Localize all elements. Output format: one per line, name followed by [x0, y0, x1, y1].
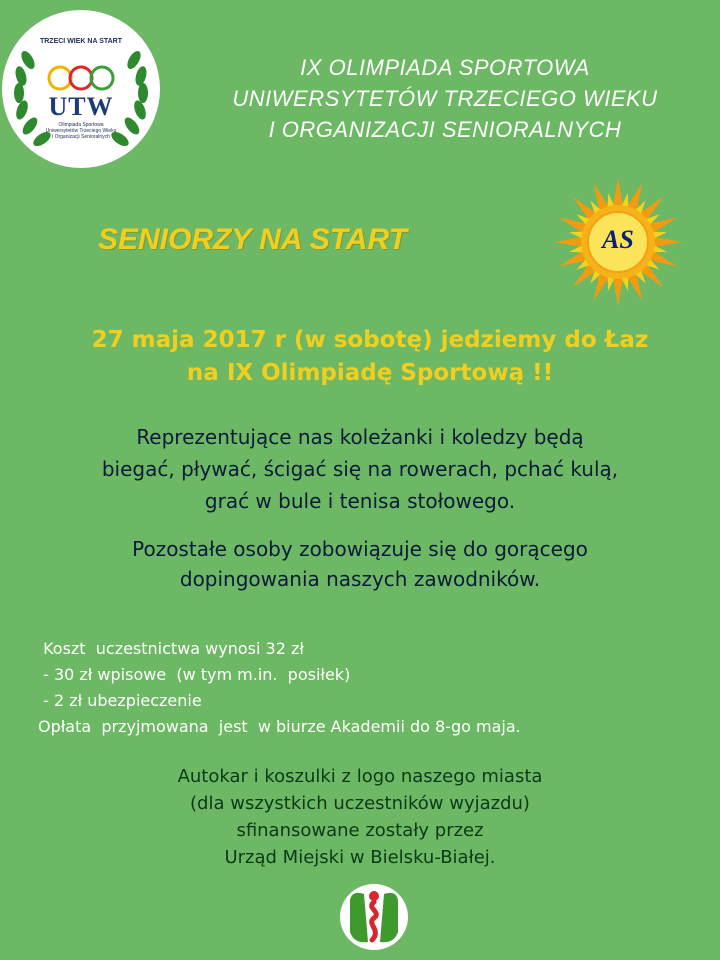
date-headline-line: na IX Olimpiadę Sportową !! — [186, 360, 554, 386]
utw-mark: UTW — [48, 92, 114, 121]
paragraph-line: Pozostałe osoby zobowiązuje się do gorącego — [132, 537, 588, 561]
cost-line: - 30 zł wpisowe (w tym m.in. posiłek) — [38, 665, 351, 684]
utw-sub-line: i Organizacji Senioralnych — [52, 134, 110, 140]
event-title — [170, 52, 720, 145]
funding-line: Urząd Miejski w Bielsku-Białej. — [224, 847, 496, 868]
utw-top-text: TRZECI WIEK NA START — [39, 38, 123, 45]
utw-sub-line: Olimpiada Sportowa — [58, 122, 104, 128]
cost-line: Opłata przyjmowana jest w biurze Akademii do 8-go maja. — [38, 717, 521, 736]
funding-line: (dla wszystkich uczestników wyjazdu) — [190, 793, 530, 814]
paragraph-line: Reprezentujące nas koleżanki i koledzy będą — [136, 425, 584, 449]
paragraph-line: grać w bule i tenisa stołowego. — [204, 489, 516, 513]
event-title-line: I ORGANIZACJI SENIORALNYCH — [268, 117, 622, 142]
supporters-paragraph — [30, 534, 690, 594]
paragraph-line: biegać, pływać, ścigać się na rowerach, pchać kulą, — [101, 457, 619, 481]
city-emblem-icon — [338, 882, 410, 952]
date-headline — [40, 324, 700, 390]
utw-logo — [2, 10, 160, 168]
cost-line: Koszt uczestnictwa wynosi 32 zł — [38, 639, 304, 658]
utw-sub-line: Uniwersytetów Trzeciego Wieku — [45, 128, 117, 134]
as-logo — [542, 175, 694, 309]
slogan: SENIORZY NA START — [98, 223, 407, 256]
funding-line: Autokar i koszulki z logo naszego miasta — [177, 766, 543, 787]
funding-line: sfinansowane zostały przez — [236, 820, 484, 841]
funding-info — [60, 763, 660, 871]
city-logo — [338, 882, 410, 952]
laurel-wreath-icon — [2, 10, 160, 168]
participants-paragraph — [30, 421, 690, 517]
utw-sub-text — [37, 122, 125, 140]
cost-info — [38, 636, 688, 740]
cost-line: - 2 zł ubezpieczenie — [38, 691, 202, 710]
event-title-line: IX OLIMPIADA SPORTOWA — [300, 55, 590, 80]
event-title-line: UNIWERSYTETÓW TRZECIEGO WIEKU — [232, 86, 658, 111]
paragraph-line: dopingowania naszych zawodników. — [179, 567, 541, 591]
as-logo-text: AS — [602, 225, 634, 254]
date-headline-line: 27 maja 2017 r (w sobotę) jedziemy do Łaz — [91, 327, 649, 353]
